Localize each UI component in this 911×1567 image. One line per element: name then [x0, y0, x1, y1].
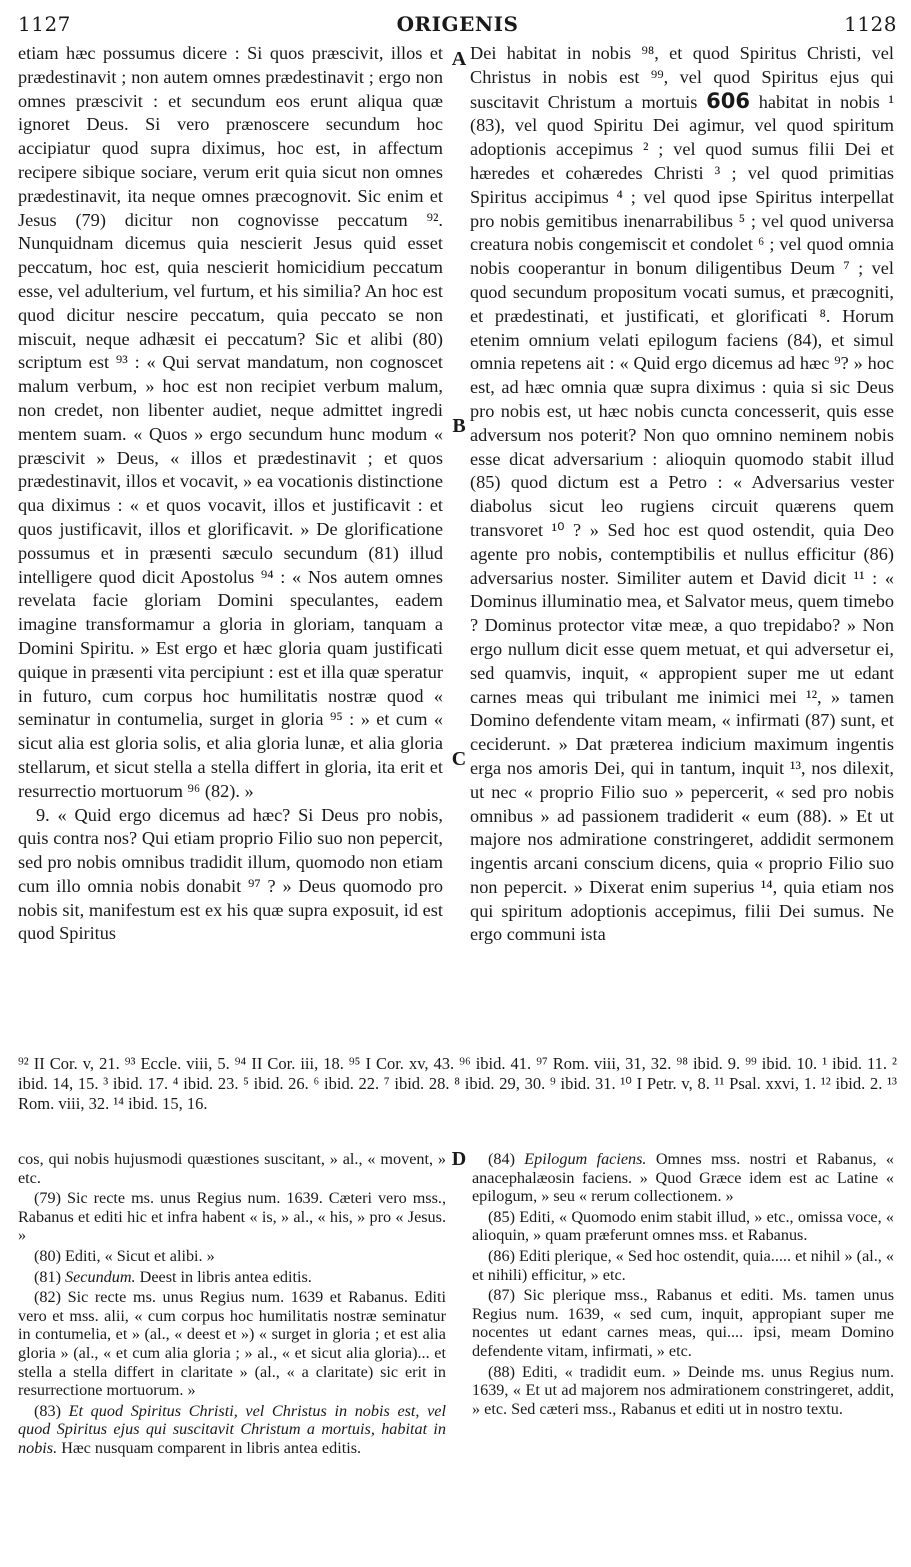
note-83-lemma: Et quod Spiritus Christi, vel Christus in nobis est, vel quod Spiritus ejus qui suscitavit Christum a mortuis, habitat in nobis. — [18, 1401, 446, 1457]
section-marker-d: D — [451, 1148, 467, 1170]
note-84-lemma: Epilogum faciens. — [524, 1150, 647, 1168]
left-column-paragraph-2: 9. « Quid ergo dicemus ad hæc? Si Deus pro nobis, quis contra nos? Qui etiam proprio Filio suo non pepercit, sed pro nobis omnibus tradidit illum, quomodo non etiam cum illo omnia nobis donabit ⁹⁷ ? » Deus quomodo pro nobis sit, manifestum est ex his quæ supra exposuit, id est quod Spiritus — [18, 804, 443, 944]
note-87: (87) Sic plerique mss., Rabanus et editi. Ms. tamen unus Regius num. 1639, « sed cum, inquit, appropiant super me nocentes ut edant carnes meas, qui.... ipsi, meam Domino defendente vitam, infirmati, » etc. — [472, 1286, 894, 1360]
note-81-text: Deest in libris antea editis. — [139, 1267, 312, 1286]
note-84-text: Omnes mss. nostri et Rabanus, « anacephalæosin faciens. » Quod Græce idem est ac Latine « epilogum, » seu « rerum collectionem. » — [472, 1150, 894, 1206]
note-83-text: Hæc nusquam comparent in libris antea editis. — [61, 1438, 362, 1457]
section-marker-a: A — [451, 48, 467, 70]
note-84 — [472, 1150, 894, 1206]
column-number: 606 — [706, 88, 750, 113]
note-86: (86) Editi plerique, « Sed hoc ostendit, quia..... et nihil » (al., « et nihili) efficitur, » etc. — [472, 1246, 894, 1284]
note-80: (80) Editi, « Sicut et alibi. » — [34, 1246, 215, 1265]
page-number-right: 1128 — [844, 12, 897, 36]
note-83 — [18, 1402, 446, 1458]
left-column-paragraph-1: etiam hæc possumus dicere : Si quos præscivit, illos et prædestinavit ; non autem omnes prædestinavit ; ergo non omnes præscivit : et secundum eos erunt aliqua quæ ignoret Deus. Si vero prænoscere secundum hoc accipiatur quod supra diximus, hoc est, in affectum recipere sibique sociare, verum erit quia sicut non omnes prædestinavit, ita neque omnes præcognovit. Sic enim et Jesus (79) dicitur non cognovisse peccatum ⁹². Nunquidnam dicemus quia nescierit Jesus quid esset peccatum, hoc est, quia nescierit homicidium peccatum esse, vel adulterium, vel furtum, et his similia? An hoc est quod dicitur nescire peccatum, quia peccato se non miscuit, neque adhæsit ei peccatum? Sic et alibi (80) scriptum est ⁹³ : « Qui servat mandatum, non cognoscet malum verbum, » hoc est non recipiet verbum malum, non credet, non libenter audiet, neque admittet ingredi mentem suam. « Quos » ergo secundum hunc modum « præscivit » Deus, « illos et prædestinavit ; et quos prædestinavit, illos et vocavit, » ea vocationis distinctione qua diximus : « et quos vocavit, illos et justificavit : et quos justificavit, illos et glorificavit. » De glorificatione possumus et in præsenti sæculo secundum (81) illud intelligere quod dicit Apostolus ⁹⁴ : « Nos autem omnes revelata facie gloriam Domini speculantes, eadem imagine transformamur a gloria in gloriam, tanquam a Domini Spiritu. » Est ergo et hæc gloria quam justificati quique in præsenti vita percipiunt : est et illa quæ speratur in futuro, cum corpus hoc humilitatis nostræ quod « seminatur in contumelia, surget in gloria ⁹⁵ : » et cum « sicut alia est gloria solis, et alia gloria lunæ, et alia gloria stellarum, et sicut stella a stella differt in gloria, ita erit et resurrectio mortuorum ⁹⁶ (82). » — [18, 43, 443, 801]
notes-left-column — [18, 1150, 446, 1510]
left-column — [18, 42, 443, 1050]
running-header — [18, 12, 897, 38]
note-79: (79) Sic recte ms. unus Regius num. 1639. Cæteri vero mss., Rabanus et editi hic et infra habent « is, » al., « his, » pro « Jesus. » — [18, 1189, 446, 1245]
note-85: (85) Editi, « Quomodo enim stabit illud, » etc., omissa voce, « alioquin, » quam præferunt omnes mss. et Rabanus. — [472, 1207, 894, 1245]
note-83-label: (83) — [34, 1401, 61, 1420]
notes-right-column — [472, 1150, 894, 1510]
scripture-references-text: ⁹² II Cor. v, 21. ⁹³ Eccle. viii, 5. ⁹⁴ II Cor. iii, 18. ⁹⁵ I Cor. xv, 43. ⁹⁶ ibid. 41. ⁹⁷ Rom. viii, 31, 32. ⁹⁸ ibid. 9. ⁹⁹ ibid. 10. ¹ ibid. 11. ² ibid. 14, 15. ³ ibid. 17. ⁴ ibid. 23. ⁵ ibid. 26. ⁶ ibid. 22. ⁷ ibid. 28. ⁸ ibid. 29, 30. ⁹ ibid. 31. ¹⁰ I Petr. v, 8. ¹¹ Psal. xxvi, 1. ¹² ibid. 2. ¹³ Rom. viii, 32. ¹⁴ ibid. 15, 16. — [18, 1054, 897, 1113]
section-marker-c: C — [451, 748, 467, 770]
page-number-left: 1127 — [18, 12, 71, 36]
note-81-label: (81) — [34, 1267, 61, 1286]
note-82: (82) Sic recte ms. unus Regius num. 1639 et Rabanus. Editi vero et mss. alii, « cum corpus hoc humilitatis nostræ seminatur in contumelia, et » (al., « deest et ») « surget in gloria ; et est alia gloria » (al., « et cum alia gloria ; » al., « et sicut alia gloria)... et stella a stella differt in claritate » (al., « a claritate) sic erit in resurrectione mortuorum. » — [18, 1288, 446, 1400]
right-column-paragraph — [470, 42, 894, 947]
note-84-label: (84) — [488, 1150, 515, 1168]
right-column — [470, 42, 894, 1050]
note-continuation: cos, qui nobis hujusmodi quæstiones suscitant, » al., « movent, » etc. — [18, 1150, 446, 1187]
scripture-references — [18, 1054, 897, 1136]
note-88: (88) Editi, « tradidit eum. » Deinde ms. unus Regius num. 1639, « Et ut ad majorem nos admirationem constringeret, addit, » etc. Sed cæteri mss., Rabanus et editi ut in nostro textu. — [472, 1362, 894, 1418]
right-column-opening: Dei habitat in nobis ⁹⁸, et quod Spiritus Christi, vel Christus in nobis est ⁹⁹, vel quod Spiritus ejus qui suscitavit Christum a mortuis — [470, 43, 894, 112]
section-marker-b: B — [452, 415, 466, 437]
note-81-lemma: Secundum. — [65, 1267, 136, 1286]
note-81 — [18, 1268, 446, 1287]
right-column-text: habitat in nobis ¹ (83), vel quod Spiritu Dei agimur, vel quod spiritum adoptionis accepimus ² ; vel quod sumus filii Dei et hæredes et cohæredes Christi ³ ; vel quod primitias Spiritus accipimus ⁴ ; vel quod ipse Spiritus interpellat pro nobis gemitibus inenarrabilibus ⁵ ; vel quod universa creatura nobis congemiscit et condolet ⁶ ; vel quod omnia nobis cooperantur in bonum diligentibus Deum ⁷ ; vel quod secundum propositum vocati sumus, et præcogniti, et prædestinati, et justificati, et glorificati ⁸. Horum etenim omnium velati epilogum faciens (84), et simul omnia repetens ait : « Quid ergo dicemus ad hæc ⁹? » hoc est, ad hæc omnia quæ supra diximus : quia si sic Deus pro nobis est, ut hæc nobis cuncta concesserit, quis esse adversum nos poterit? Non quo omnino neminem nobis esse dicat adversarium : alioquin quomodo stabit illud (85) quod dictum est a Petro : « Adversarius vester diabolus sicut leo rugiens circuit quærens quem transvoret ¹⁰ ? » Sed hoc est quod ostendit, quia Deo agente pro nobis, contemptibilis et nullus efficitur (86) adversarius noster. Similiter autem et David dicit ¹¹ : « Dominus illuminatio mea, et Salvator meus, quem timebo ? Dominus protector vitæ meæ, a quo trepidabo? » Non ergo nullum dicit esse quem metuat, et qui adversetur ei, sed quamvis, inquit, « appropient super me ut edant carnes meas qui tribulant me inimici mei ¹², » tamen Domino defendente vitam meam, « infirmati (87) sunt, et ceciderunt. » Dat præterea indicium maximum ingentis erga nos amoris Dei, qui in tantum, inquit ¹³, nos dilexit, ut nec « proprio Filio suo » pepercerit, « sed pro nobis omnibus » ad passionem tradiderit « eum (88). » Et ut majore nos admiratione constringeret, addidit sermonem ingentis arcani conscium dicens, quia « proprio Filio suo non pepercit. » Dixerat enim superius ¹⁴, quia etiam nos qui spiritum adoptionis accepimus, filii Dei sumus. Ne ergo communi ista — [470, 91, 894, 945]
page-title: ORIGENIS — [396, 12, 519, 36]
